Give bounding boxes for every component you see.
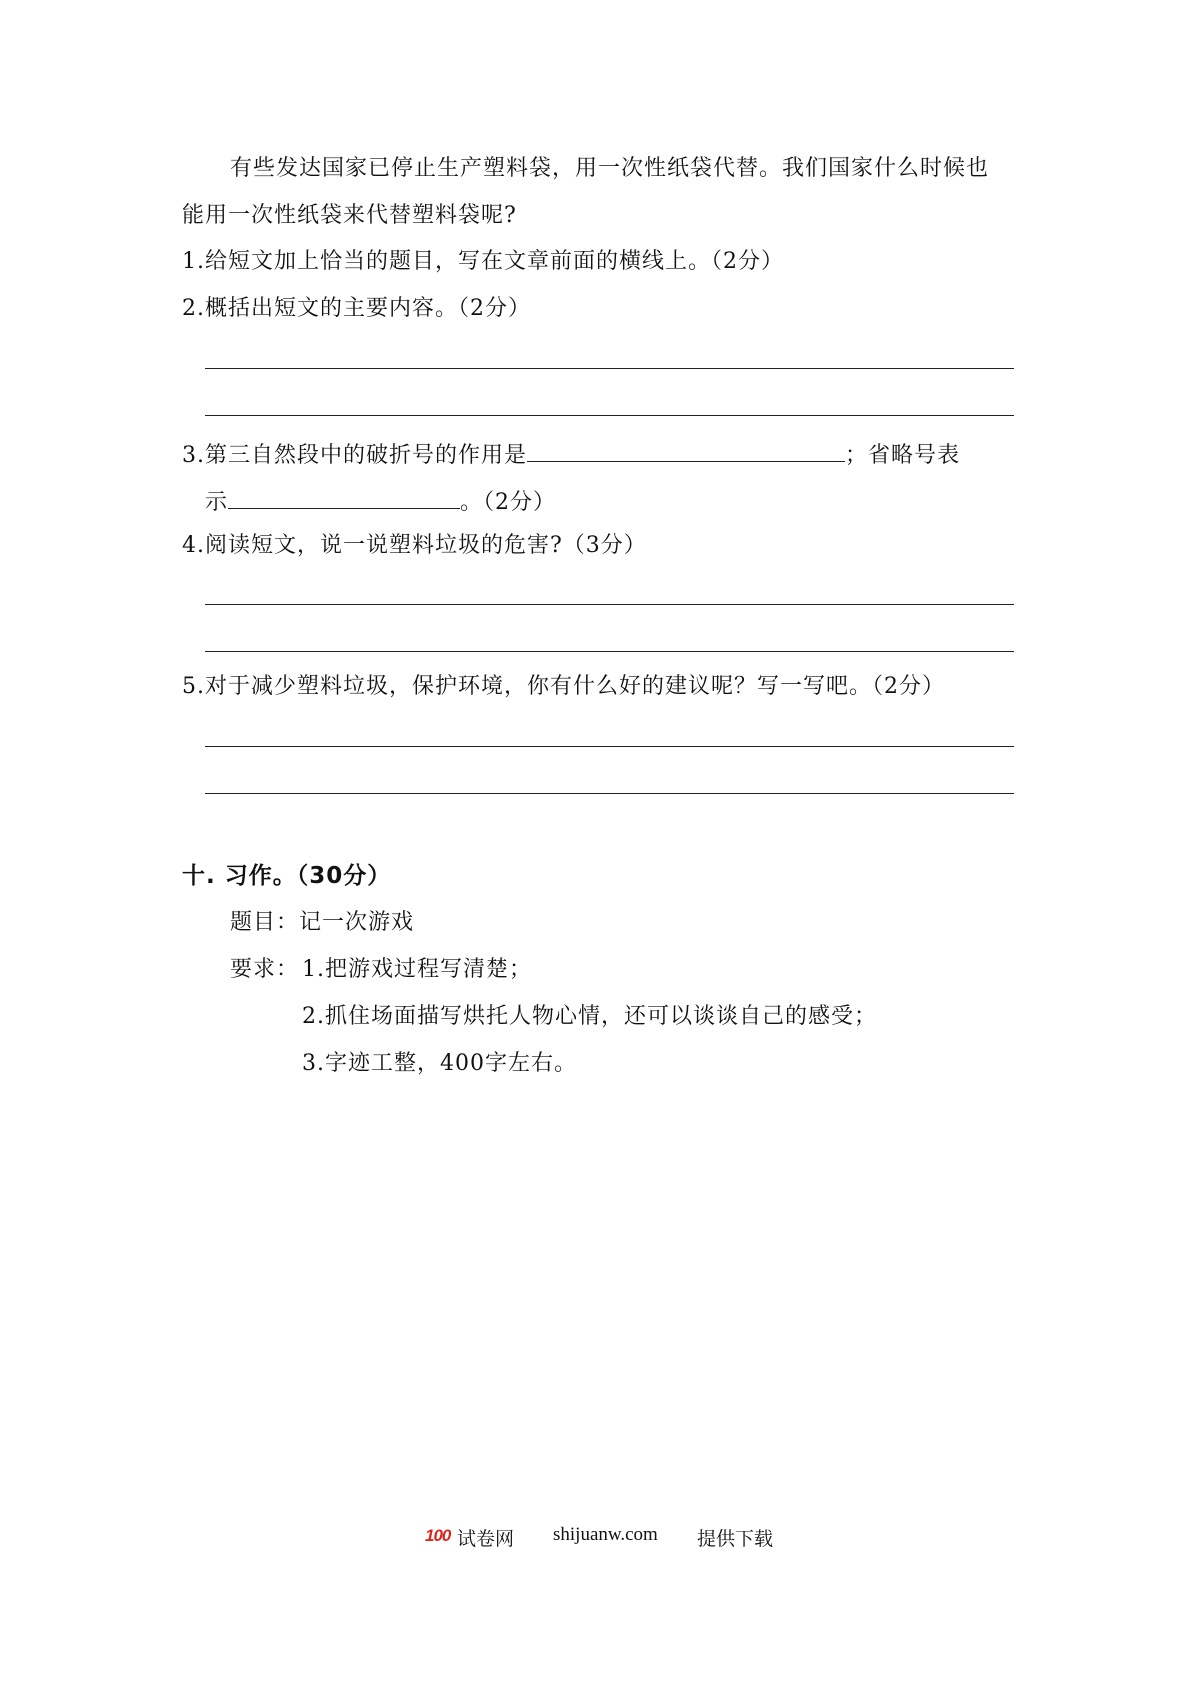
question-1: 1.给短文加上恰当的题目，写在文章前面的横线上。（2分） [182,249,784,274]
site-logo: 100 [425,1526,451,1545]
answer-line[interactable] [205,368,1014,369]
passage-line-1: 有些发达国家已停止生产塑料袋，用一次性纸袋代替。我们国家什么时候也 [230,156,990,181]
composition-topic: 题目：记一次游戏 [230,910,415,935]
question-4: 4.阅读短文，说一说塑料垃圾的危害?（3分） [182,533,647,558]
composition-requirement-3: 3.字迹工整，400字左右。 [302,1051,577,1076]
fill-blank-dash[interactable] [527,437,845,462]
question-3-text: 3.第三自然段中的破折号的作用是 [182,443,527,468]
answer-line[interactable] [205,651,1014,652]
footer-url[interactable]: shijuanw.com [553,1524,658,1545]
answer-line[interactable] [205,746,1014,747]
answer-line[interactable] [205,604,1014,605]
question-5: 5.对于减少塑料垃圾，保护环境，你有什么好的建议呢？写一写吧。（2分） [182,674,945,699]
question-3-line-2 [205,484,556,518]
passage-line-2: 能用一次性纸袋来代替塑料袋呢? [182,203,517,228]
answer-line[interactable] [205,793,1014,794]
question-3-line-1 [182,437,960,471]
question-3-text-end: ；省略号表 [845,443,961,468]
page-footer [0,1523,1191,1553]
footer-site-name: 试卷网 [457,1529,515,1550]
question-2: 2.概括出短文的主要内容。（2分） [182,296,531,321]
composition-heading: 十. 习作。（30分） [182,863,392,889]
answer-line[interactable] [205,415,1014,416]
composition-requirement-label: 要求： [230,957,300,982]
composition-requirement-1: 1.把游戏过程写清楚； [302,957,532,982]
footer-note: 提供下载 [697,1529,774,1550]
question-3-score: 。（2分） [460,490,557,515]
fill-blank-ellipsis[interactable] [228,484,460,509]
composition-requirement-2: 2.抓住场面描写烘托人物心情，还可以谈谈自己的感受； [302,1004,877,1029]
question-3-show: 示 [205,490,229,515]
